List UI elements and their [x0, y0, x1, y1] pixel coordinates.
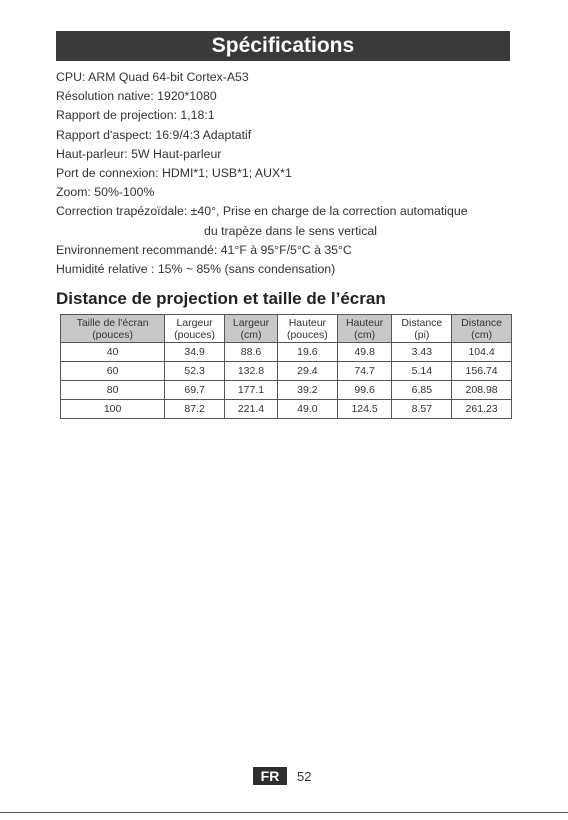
spec-environment: Environnement recommandé: 41°F à 95°F/5°C à 35°C — [56, 242, 352, 257]
table-cell: 3.43 — [392, 343, 452, 362]
table-cell: 74.7 — [337, 362, 392, 381]
table-cell: 88.6 — [224, 343, 277, 362]
table-cell: 19.6 — [278, 343, 338, 362]
table-cell: 8.57 — [392, 400, 452, 419]
spec-ports: Port de connexion: HDMI*1; USB*1; AUX*1 — [56, 166, 292, 181]
spec-humidity: Humidité relative : 15% ~ 85% (sans condensation) — [56, 262, 336, 277]
header-line2: (pouces) — [92, 328, 134, 341]
header-line2: (pi) — [414, 328, 430, 341]
table-row — [61, 400, 512, 419]
table-row — [61, 343, 512, 362]
table-cell: 39.2 — [278, 381, 338, 400]
table-header-cell — [224, 315, 277, 343]
table-cell: 80 — [61, 381, 165, 400]
table-header-cell — [278, 315, 338, 343]
table-header-cell — [165, 315, 225, 343]
header-line2: (cm) — [354, 328, 376, 341]
footer — [253, 767, 311, 785]
spec-zoom: Zoom: 50%-100% — [56, 185, 155, 200]
table-cell: 40 — [61, 343, 165, 362]
table-cell: 132.8 — [224, 362, 277, 381]
spec-resolution: Résolution native: 1920*1080 — [56, 89, 217, 104]
spec-keystone-cont: du trapèze dans le sens vertical — [204, 223, 377, 238]
table-row — [61, 362, 512, 381]
table-cell: 99.6 — [337, 381, 392, 400]
projection-table — [60, 314, 512, 419]
table-cell: 49.8 — [337, 343, 392, 362]
table-header-cell — [337, 315, 392, 343]
table-cell: 124.5 — [337, 400, 392, 419]
table-cell: 49.0 — [278, 400, 338, 419]
spec-speaker: Haut-parleur: 5W Haut-parleur — [56, 146, 222, 161]
table-cell: 5.14 — [392, 362, 452, 381]
header-line2: (cm) — [471, 328, 493, 341]
table-cell: 261.23 — [452, 400, 512, 419]
spec-keystone: Correction trapézoïdale: ±40°, Prise en charge de la correction automatique — [56, 204, 468, 219]
spec-aspect-ratio: Rapport d'aspect: 16:9/4:3 Adaptatif — [56, 127, 252, 142]
page-title-text: Spécifications — [211, 34, 355, 57]
header-line1: Taille de l'écran — [76, 316, 149, 329]
spec-cpu: CPU: ARM Quad 64-bit Cortex-A53 — [56, 70, 249, 84]
table-cell: 87.2 — [165, 400, 225, 419]
table-cell: 52.3 — [165, 362, 225, 381]
table-row — [61, 381, 512, 400]
header-line1: Hauteur — [345, 316, 384, 329]
spec-list — [56, 68, 516, 279]
page-number: 52 — [297, 768, 312, 784]
table-cell: 177.1 — [224, 381, 277, 400]
table-cell: 100 — [61, 400, 165, 419]
header-line2: (pouces) — [174, 328, 216, 341]
table-header-cell — [61, 315, 165, 343]
header-line1: Distance — [461, 316, 503, 329]
spec-throw-ratio: Rapport de projection: 1,18:1 — [56, 108, 215, 123]
table-header-cell — [452, 315, 512, 343]
table-cell: 221.4 — [224, 400, 277, 419]
header-line1: Largeur — [176, 316, 213, 329]
table-cell: 60 — [61, 362, 165, 381]
table-cell: 6.85 — [392, 381, 452, 400]
table-header-row — [61, 315, 512, 343]
header-line2: (cm) — [240, 328, 262, 341]
table-cell: 208.98 — [452, 381, 512, 400]
table-cell: 29.4 — [278, 362, 338, 381]
header-line2: (pouces) — [286, 328, 328, 341]
header-line1: Hauteur — [288, 316, 327, 329]
page-title — [56, 31, 510, 61]
language-badge: FR — [253, 767, 287, 785]
table-header-cell — [392, 315, 452, 343]
header-line1: Distance — [401, 316, 443, 329]
section-title: Distance de projection et taille de l’écran — [56, 289, 386, 308]
table-body — [61, 343, 512, 419]
table-cell: 34.9 — [165, 343, 225, 362]
table-cell: 156.74 — [452, 362, 512, 381]
bottom-divider — [0, 812, 568, 813]
table-cell: 104.4 — [452, 343, 512, 362]
table-cell: 69.7 — [165, 381, 225, 400]
header-line1: Largeur — [232, 316, 270, 329]
